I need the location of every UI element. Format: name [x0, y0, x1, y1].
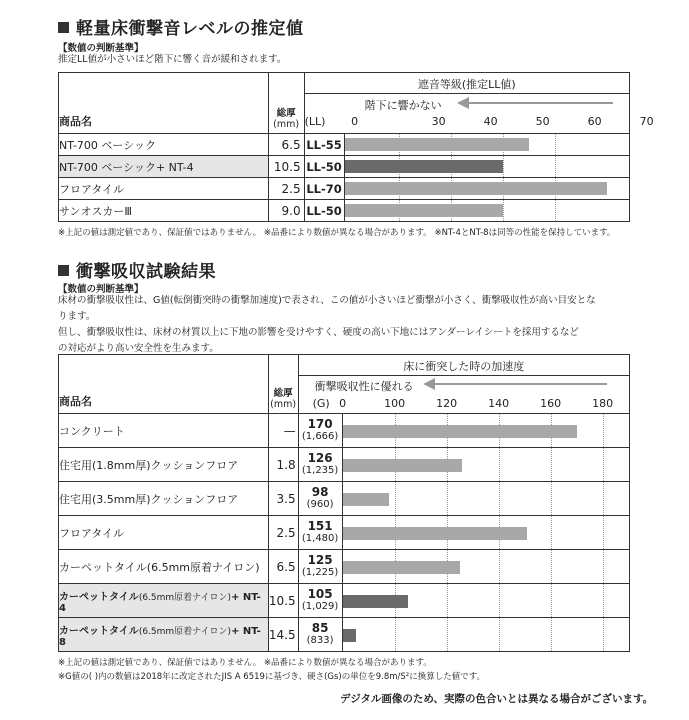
g-tick-label: 180 [592, 397, 614, 410]
grid-line [603, 482, 604, 515]
section2-title: 衝撃吸収試験結果 [58, 257, 216, 282]
col-product-header: 商品名 [59, 355, 269, 414]
square-bullet-icon [58, 265, 69, 276]
grid-line [395, 482, 396, 515]
grid-line [603, 448, 604, 481]
g-axis-ticks [339, 397, 631, 411]
g-scale-title: 床に衝突した時の加速度 [403, 360, 525, 373]
ll-bar [345, 182, 607, 195]
g-thickness: 2.5 [268, 516, 298, 550]
grid-line [603, 414, 604, 447]
ll-value-label: LL-50 [304, 200, 344, 222]
g-value: 170 [307, 417, 333, 431]
ll-product-name: サンオスカーⅢ [59, 200, 269, 222]
g-bar-cell [342, 584, 629, 618]
ll-prefix: (LL) [304, 115, 326, 128]
grid-line [603, 550, 604, 583]
g-bar [343, 493, 390, 506]
g-row [59, 584, 630, 618]
g-value-gs: (960) [306, 499, 334, 510]
g-prefix: (G) [312, 397, 330, 410]
g-value: 125 [307, 553, 333, 567]
footer-disclaimer: デジタル画像のため、実際の色合いとは異なる場合がございます。 [340, 693, 654, 705]
grid-line [551, 516, 552, 549]
ll-table [58, 72, 654, 222]
g-bar-cell [342, 482, 629, 516]
grid-line [555, 200, 556, 221]
g-bar [343, 527, 528, 540]
ll-thickness: 6.5 [268, 134, 304, 156]
ll-thickness: 2.5 [268, 178, 304, 200]
ll-tick-label: 70 [639, 115, 654, 128]
g-value: 126 [307, 451, 333, 465]
section1-note: ※上記の値は測定値であり、保証値ではありません。 ※品番により数値が異なる場合があります。 ※NT-4とNT-8は同等の性能を保持しています。 [58, 228, 616, 238]
g-bar-cell [342, 550, 629, 584]
section1-criteria-body: 推定LL値が小さいほど階下に響く音が緩和されます。 [58, 54, 287, 65]
g-bar [343, 561, 460, 574]
g-tick-label: 160 [540, 397, 562, 410]
grid-line [551, 618, 552, 651]
grid-line [499, 550, 500, 583]
ll-value-label: LL-55 [304, 134, 344, 156]
g-tick-label: 120 [436, 397, 458, 410]
grid-line [503, 200, 504, 221]
g-row [59, 482, 630, 516]
g-thickness: 6.5 [268, 550, 298, 584]
g-product-name: 住宅用(1.8mm厚)クッションフロア [59, 448, 269, 482]
g-scale-header [298, 355, 629, 414]
g-bar-cell [342, 516, 629, 550]
g-product-name: 住宅用(3.5mm厚)クッションフロア [59, 482, 269, 516]
g-value: 151 [307, 519, 333, 533]
ll-tick-label: 40 [483, 115, 498, 128]
g-bar [343, 459, 463, 472]
g-arrow-label: 衝撃吸収性に優れる [314, 380, 414, 393]
g-value-cell [298, 482, 342, 516]
ll-tick-label: 50 [535, 115, 550, 128]
section1-criteria-head: 【数値の判断基準】 [58, 43, 144, 54]
ll-row [59, 200, 630, 222]
ll-value-label: LL-70 [304, 178, 344, 200]
g-value-gs: (1,480) [301, 533, 339, 544]
grid-line [499, 618, 500, 651]
ll-bar-cell [344, 134, 629, 156]
g-product-name: カーペットタイル(6.5mm原着ナイロン) [59, 550, 269, 584]
g-bar-cell [342, 448, 629, 482]
g-row [59, 448, 630, 482]
ll-scale-title: 遮音等級(推定LL値) [417, 78, 516, 91]
g-value: 85 [311, 621, 329, 635]
ll-product-name: NT-700 ベーシック+ NT-4 [59, 156, 269, 178]
g-value-gs: (1,225) [301, 567, 339, 578]
g-value-cell [298, 414, 342, 448]
g-value-cell [298, 584, 342, 618]
grid-line [555, 156, 556, 177]
g-tick-label: 140 [488, 397, 510, 410]
grid-line [555, 134, 556, 155]
g-bar-cell [342, 414, 629, 448]
ll-tick-label: 60 [587, 115, 602, 128]
g-value-cell [298, 618, 342, 652]
g-value-cell [298, 550, 342, 584]
ll-thickness: 9.0 [268, 200, 304, 222]
grid-line [551, 550, 552, 583]
section2-criteria-body: 床材の衝撃吸収性は、G値(転倒衝突時の衝撃加速度)で表され、この値が小さいほど衝撃が小さく、衝撃吸収性が高い目安とな ります。 但し、衝撃吸収性は、床材の材質以上に下地の影響を受けやすく、硬度の高い下地にはアンダーレイシートを採用するなど の対応がより高い安全性を生みます。 [58, 295, 596, 354]
square-bullet-icon [58, 22, 69, 33]
ll-bar [345, 138, 529, 151]
ll-bar [345, 160, 503, 173]
g-product-name: コンクリート [59, 414, 269, 448]
g-value-gs: (833) [306, 635, 334, 646]
grid-line [503, 156, 504, 177]
grid-line [447, 482, 448, 515]
g-thickness: 14.5 [268, 618, 298, 652]
col-product-header: 商品名 [59, 73, 269, 134]
grid-line [551, 448, 552, 481]
g-thickness: 1.8 [268, 448, 298, 482]
ll-bar-cell [344, 200, 629, 222]
section2-criteria-head: 【数値の判断基準】 [58, 284, 144, 295]
grid-line [395, 618, 396, 651]
section2-note2: ※G値の( )内の数値は2018年に改定されたJIS A 6519に基づき、硬さ(Gs)の単位を9.8m/S²に換算した値です。 [58, 672, 486, 682]
g-value-cell [298, 448, 342, 482]
g-thickness: — [268, 414, 298, 448]
grid-line [447, 618, 448, 651]
col-thickness-header: 総厚 (mm) [268, 355, 298, 414]
g-product-name: カーペットタイル(6.5mm原着ナイロン)+ NT-8 [59, 618, 269, 652]
grid-line [447, 584, 448, 617]
ll-axis-ticks [345, 115, 654, 129]
grid-line [499, 584, 500, 617]
g-value-gs: (1,235) [301, 465, 339, 476]
g-value-cell [298, 516, 342, 550]
ll-row [59, 156, 630, 178]
ll-bar-cell [344, 178, 629, 200]
g-row [59, 618, 630, 652]
g-product-name: カーペットタイル(6.5mm原着ナイロン)+ NT-4 [59, 584, 269, 618]
g-bar [343, 425, 577, 438]
g-bar-cell [342, 618, 629, 652]
section1-title: 軽量床衝撃音レベルの推定値 [58, 14, 304, 39]
g-table [58, 354, 630, 652]
ll-bar [345, 204, 503, 217]
g-value-gs: (1,666) [301, 431, 339, 442]
grid-line [551, 584, 552, 617]
g-value-gs: (1,029) [301, 601, 339, 612]
grid-line [551, 482, 552, 515]
g-row [59, 516, 630, 550]
section2-note1: ※上記の値は測定値であり、保証値ではありません。 ※品番により数値が異なる場合があります。 [58, 658, 432, 668]
ll-value-label: LL-50 [304, 156, 344, 178]
ll-thickness: 10.5 [268, 156, 304, 178]
g-bar [343, 595, 408, 608]
ll-product-name: NT-700 ベーシック [59, 134, 269, 156]
g-tick-label: 0 [339, 397, 347, 410]
g-value: 105 [307, 587, 333, 601]
g-tick-label: 100 [384, 397, 406, 410]
ll-arrow-label: 階下に響かない [364, 99, 442, 112]
ll-scale-header [304, 73, 654, 134]
grid-line [499, 482, 500, 515]
g-thickness: 3.5 [268, 482, 298, 516]
col-thickness-header: 総厚 (mm) [268, 73, 304, 134]
g-thickness: 10.5 [268, 584, 298, 618]
ll-tick-label: 0 [351, 115, 359, 128]
g-row [59, 414, 630, 448]
ll-bar-cell [344, 156, 629, 178]
g-product-name: フロアタイル [59, 516, 269, 550]
grid-line [603, 584, 604, 617]
ll-product-name: フロアタイル [59, 178, 269, 200]
grid-line [499, 448, 500, 481]
grid-line [603, 618, 604, 651]
grid-line [603, 516, 604, 549]
ll-row [59, 134, 630, 156]
g-row [59, 550, 630, 584]
ll-tick-label: 30 [431, 115, 446, 128]
g-bar [343, 629, 356, 642]
ll-row [59, 178, 630, 200]
g-value: 98 [311, 485, 329, 499]
